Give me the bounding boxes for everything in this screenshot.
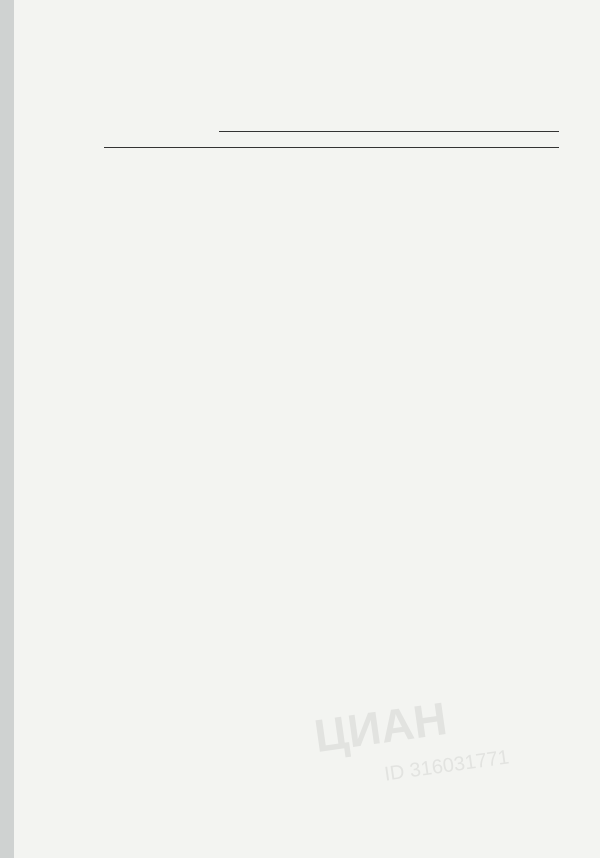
table-grid [14,0,600,858]
document-page [14,0,600,858]
watermark-id: ID 316031771 [383,746,511,786]
watermark: ЦИАН [311,691,451,763]
